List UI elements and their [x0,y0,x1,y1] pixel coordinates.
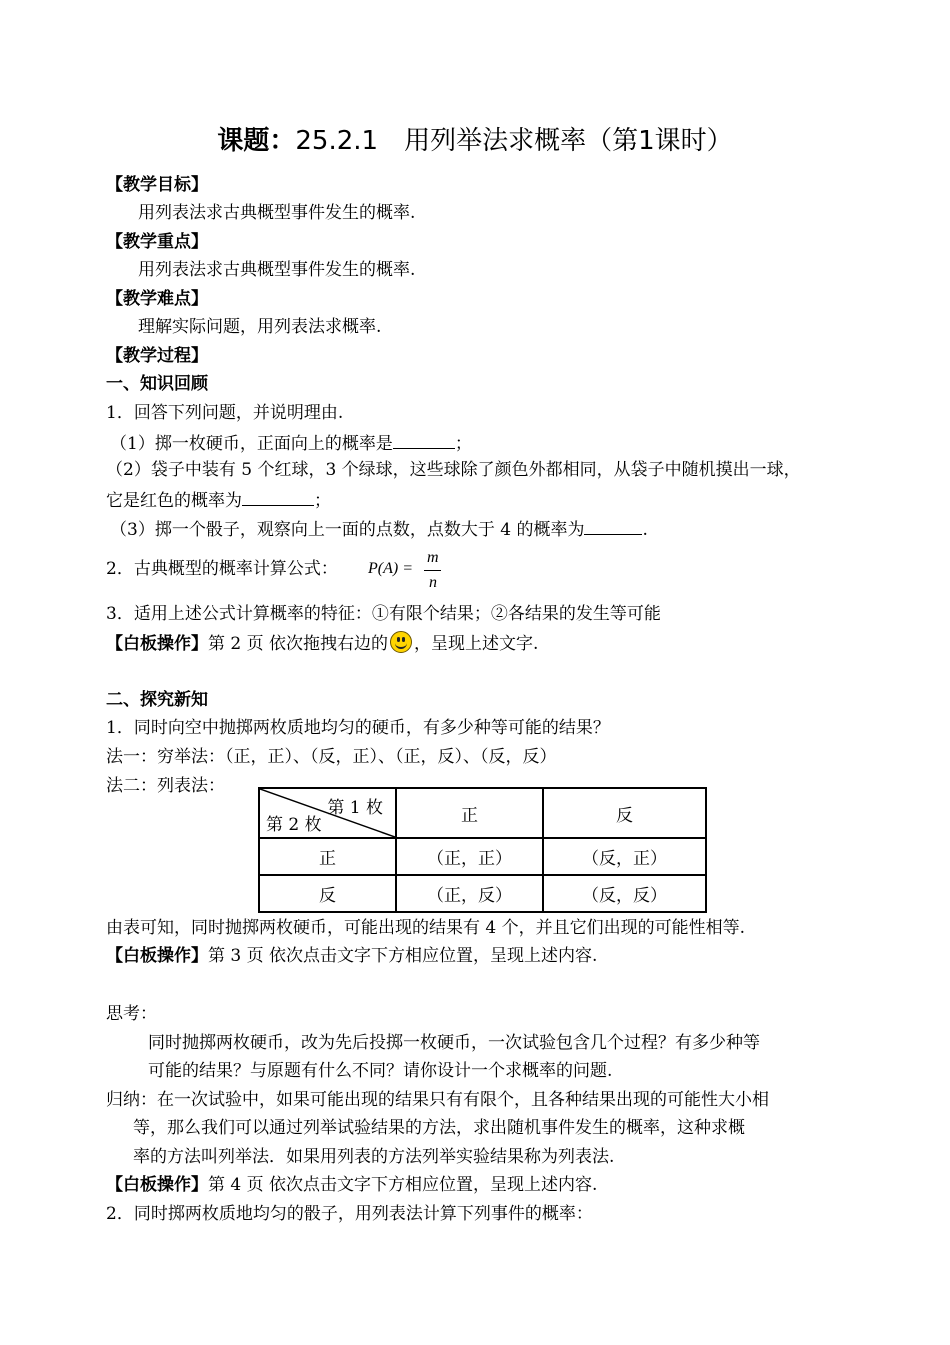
goal-label: 【教学目标】 [106,175,208,195]
whiteboard-op-2 [106,945,597,967]
lesson-title [0,124,950,158]
table-cell: （正，正） [396,838,543,875]
op-text: 第 3 页 依次点击文字下方相应位置，呈现上述内容. [208,946,598,966]
review-q1-3 [110,517,648,541]
table-cell: （正，反） [396,875,543,912]
think-label: 思考： [106,1004,157,1024]
answer-blank [393,431,455,449]
formula-lhs: P(A) = [368,560,413,577]
title-suffix: 课时） [654,126,733,156]
summary-line-2: 等，那么我们可以通过列举试验结果的方法，求出随机事件发生的概率，这种求概 [133,1118,745,1138]
corner-top-label: 第 1 枚 [327,798,383,818]
review-q1-2: （2）袋子中装有 5 个红球，3 个绿球，这些球除了颜色外都相同，从袋子中随机摸出一球， [106,460,801,480]
op-text: 第 2 页 依次拖拽右边的 [208,634,389,654]
review-q1-2-text: 它是红色的概率为 [106,491,242,511]
review-q1-3-end: . [642,520,648,540]
title-prefix: 课题： [217,126,296,156]
review-heading: 一、知识回顾 [106,374,208,394]
key-text: 用列表法求古典概型事件发生的概率. [138,260,416,280]
op-label: 【白板操作】 [106,634,208,654]
review-q1-1 [110,431,472,455]
table-corner-cell [259,788,396,838]
review-q1-2b [106,488,331,512]
op-label: 【白板操作】 [106,946,208,966]
formula-denominator: n [429,574,437,591]
review-q2: 2．古典概型的概率计算公式： [106,559,338,579]
whiteboard-op-1 [106,631,538,655]
title-main: 用列举法求概率（第 [404,126,639,156]
review-q3: 3．适用上述公式计算概率的特征：①有限个结果；②各结果的发生等可能 [106,604,661,624]
fraction-bar [424,570,441,571]
table-cell: （反，反） [543,875,706,912]
table-conclusion: 由表可知，同时抛掷两枚硬币，可能出现的结果有 4 个，并且它们出现的可能性相等. [106,918,746,938]
whiteboard-op-3 [106,1174,597,1196]
coin-outcome-table [258,787,707,913]
row-header: 正 [259,838,396,875]
corner-bottom-label: 第 2 枚 [266,815,322,835]
explore-heading: 二、探究新知 [106,690,208,710]
review-q1: 1．回答下列问题，并说明理由. [106,403,344,423]
explore-p1: 1．同时向空中抛掷两枚质地均匀的硬币，有多少种等可能的结果？ [106,718,610,738]
method-1: 法一：穷举法：（正，正）、（反，正）、（正，反）、（反，反） [106,747,557,767]
explore-p2: 2．同时掷两枚质地均匀的骰子，用列表法计算下列事件的概率： [106,1204,593,1224]
process-label: 【教学过程】 [106,346,208,366]
review-q1-1-text: （1）掷一枚硬币，正面向上的概率是 [110,434,393,454]
method-2: 法二：列表法： [106,776,225,796]
answer-blank [584,517,642,535]
col-header: 正 [396,788,543,838]
table-cell: （反，正） [543,838,706,875]
smiley-icon [390,631,412,653]
op-text-end: ，呈现上述文字. [414,634,539,654]
title-code: 25.2.1 [295,126,379,156]
think-line-2: 可能的结果？与原题有什么不同？请你设计一个求概率的问题. [148,1061,613,1081]
goal-text: 用列表法求古典概型事件发生的概率. [138,203,416,223]
op-text: 第 4 页 依次点击文字下方相应位置，呈现上述内容. [208,1175,598,1195]
formula-numerator: m [427,549,439,566]
title-num: 1 [638,126,655,156]
review-q1-3-text: （3）掷一个骰子，观察向上一面的点数，点数大于 4 的概率为 [110,520,585,540]
op-label: 【白板操作】 [106,1175,208,1195]
difficulty-text: 理解实际问题，用列表法求概率. [138,317,382,337]
difficulty-label: 【教学难点】 [106,289,208,309]
summary-line-1: 归纳：在一次试验中，如果可能出现的结果只有有限个，且各种结果出现的可能性大小相 [106,1090,769,1110]
row-header: 反 [259,875,396,912]
summary-line-3: 率的方法叫列举法．如果用列表的方法列举实验结果称为列表法. [133,1147,615,1167]
review-q1-1-end: ； [454,434,472,454]
key-label: 【教学重点】 [106,232,208,252]
think-line-1: 同时抛掷两枚硬币，改为先后投掷一枚硬币，一次试验包含几个过程？有多少种等 [148,1033,760,1053]
review-q1-2-end: ； [314,491,331,511]
col-header: 反 [543,788,706,838]
answer-blank [242,488,314,506]
